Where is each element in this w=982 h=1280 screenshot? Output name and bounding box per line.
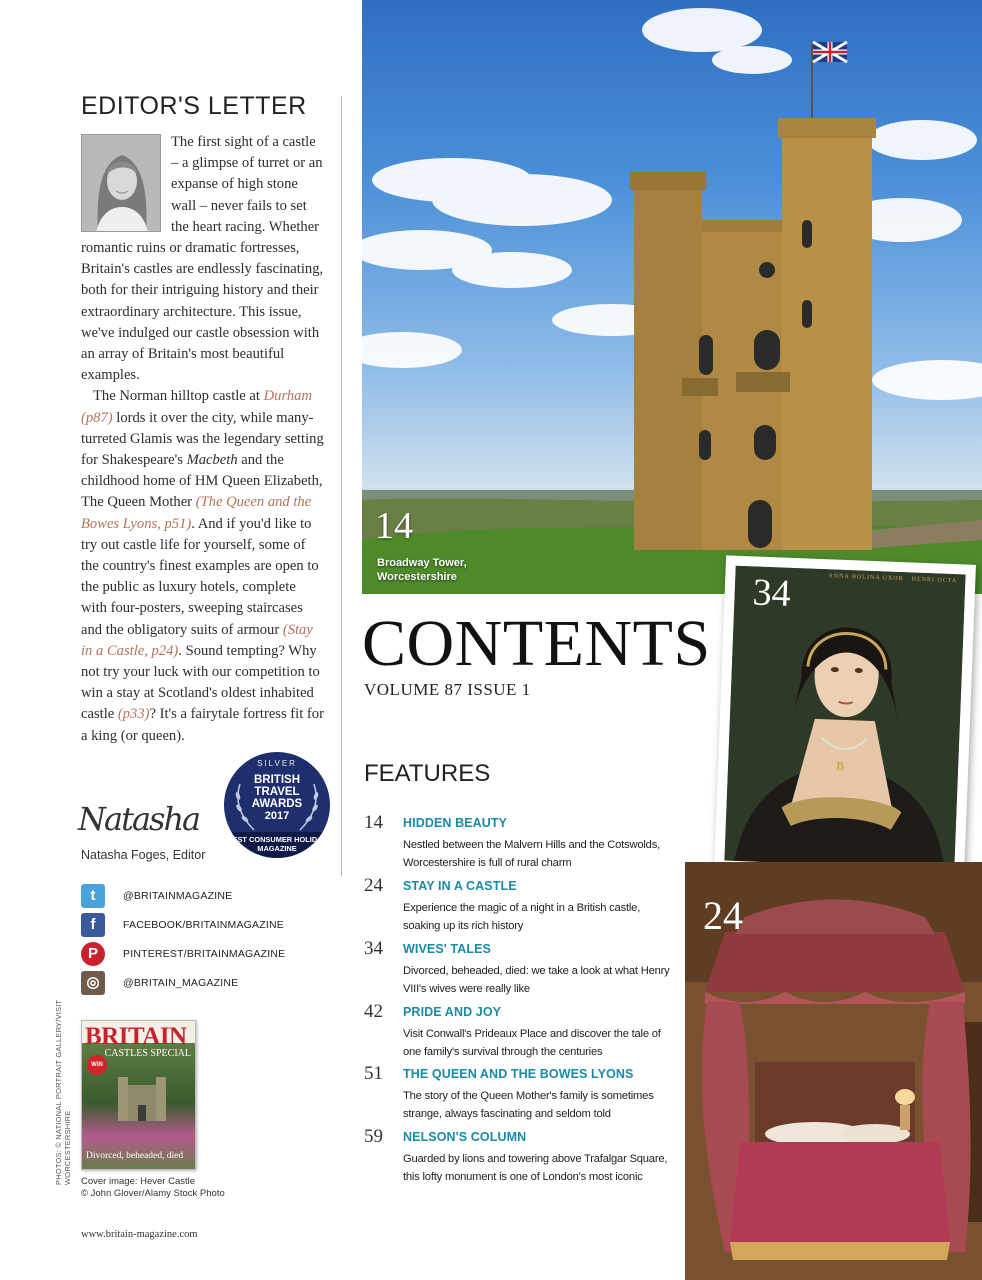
editors-letter-body <box>81 132 324 747</box>
editor-signature: Natasha <box>78 800 200 838</box>
feature-description: Nestled between the Malvern Hills and the Cotswolds, Worcestershire is full of rural charm <box>403 839 660 869</box>
svg-text:B: B <box>835 758 845 773</box>
feature-title: NELSON'S COLUMN <box>403 1130 527 1144</box>
cover-tagline: Divorced, beheaded, died <box>86 1151 184 1161</box>
social-handle: PINTEREST/BRITAINMAGAZINE <box>123 948 286 960</box>
cover-win-badge: WIN <box>87 1055 107 1075</box>
contents-title: CONTENTS <box>362 607 711 680</box>
social-twitter[interactable] <box>81 884 341 908</box>
feature-description: Visit Conwall's Prideaux Place and discover the tale of one family's survival through the centuries <box>403 1028 661 1058</box>
column-divider <box>341 96 342 876</box>
social-handle: @BRITAINMAGAZINE <box>123 890 233 902</box>
cover-logo: BRITAIN <box>85 1023 187 1050</box>
facebook-icon: f <box>81 913 105 937</box>
magazine-cover-thumbnail[interactable] <box>81 1020 196 1170</box>
feature-page-number: 42 <box>364 1001 383 1022</box>
social-handle: @BRITAIN_MAGAZINE <box>123 977 239 989</box>
award-line-2: TRAVEL <box>254 786 300 798</box>
award-level: SILVER <box>257 759 297 768</box>
twitter-icon: t <box>81 884 105 908</box>
page-reference-link[interactable]: (Stay in a Castle, p24) <box>81 621 313 659</box>
page-reference-link[interactable]: (The Queen and the Bowes Lyons, p51) <box>81 494 312 532</box>
cover-castle-image <box>112 1065 172 1125</box>
award-year: 2017 <box>264 810 290 822</box>
portrait-page-number: 34 <box>751 571 792 615</box>
cover-caption: Cover image: Hever Castle © John Glover/Alamy Stock Photo <box>81 1176 225 1199</box>
feature-title: HIDDEN BEAUTY <box>403 816 508 830</box>
instagram-icon: ◎ <box>81 971 105 995</box>
volume-issue: VOLUME 87 ISSUE 1 <box>364 680 531 699</box>
portrait-legend: ANNA BOLINA UXOR · HENRI OCTA <box>828 573 958 585</box>
feature-page-number: 24 <box>364 875 383 896</box>
editors-letter-paragraph-1: The first sight of a castle – a glimpse of turret or an expanse of high stone wall – never fails to set the heart racing. Whether romantic ruins or dramatic fortresses, Britain's castles are endlessly fascinating, both for their intriguing history and their extraordinary architecture. This issue, we've indulged our castle obsession with an array of Britain's most beautiful examples. <box>81 134 324 384</box>
editors-letter-heading: EDITOR'S LETTER <box>81 92 307 120</box>
portrait-anne-boleyn <box>714 555 976 879</box>
feature-description: Experience the magic of a night in a British castle, soaking up its rich history <box>403 902 641 932</box>
feature-title: PRIDE AND JOY <box>403 1005 502 1019</box>
cover-special: CASTLES SPECIAL <box>104 1048 191 1059</box>
hero-image-broadway-tower <box>362 0 982 594</box>
social-facebook[interactable] <box>81 913 341 937</box>
social-instagram[interactable] <box>81 971 341 995</box>
feature-page-number: 14 <box>364 812 383 833</box>
social-handle: FACEBOOK/BRITAINMAGAZINE <box>123 919 284 931</box>
page-reference-link[interactable]: Durham (p87) <box>81 388 313 426</box>
feature-page-number: 51 <box>364 1063 383 1084</box>
hero-page-number: 14 <box>375 505 413 547</box>
website-url[interactable]: www.britain-magazine.com <box>81 1229 198 1240</box>
feature-title: STAY IN A CASTLE <box>403 879 517 893</box>
award-line-1: BRITISH <box>254 774 300 786</box>
feature-page-number: 59 <box>364 1126 383 1147</box>
award-line-3: AWARDS <box>251 798 303 810</box>
hero-caption: Broadway Tower, Worcestershire <box>377 557 467 583</box>
feature-title: WIVES' TALES <box>403 942 491 956</box>
social-pinterest[interactable] <box>81 942 341 966</box>
feature-title: THE QUEEN AND THE BOWES LYONS <box>403 1067 634 1081</box>
page-reference-link[interactable]: (p33) <box>117 706 150 723</box>
feature-page-number: 34 <box>364 938 383 959</box>
pinterest-icon: P <box>81 942 105 966</box>
bedroom-page-number: 24 <box>703 893 743 938</box>
british-travel-awards-badge <box>224 752 330 858</box>
feature-description: The story of the Queen Mother's family is sometimes strange, always fascinating and seldom told <box>403 1090 654 1120</box>
feature-description: Guarded by lions and towering above Trafalgar Square, this lofty monument is one of London's most iconic <box>403 1153 668 1183</box>
editors-letter-paragraph-2: The Norman hilltop castle at Durham (p87) lords it over the city, while many-turreted Glamis was the legendary setting for Shakespeare's Macbeth and the childhood home of HM Queen Elizabeth, The Queen Mother (The Queen and the Bowes Lyons, p51). And if you'd like to try out castle life for yourself, some of the country's finest examples are open to the public as luxury hotels, complete with four-posters, sweeping staircases and the obligatory suits of armour (Stay in a Castle, p24). Sound tempting? Why not try your luck with our competition to win a stay at Scotland's oldest inhabited castle (p33)? It's a fairytale fortress fit for a king (or queen). <box>81 388 324 744</box>
bedroom-four-poster-image <box>681 862 982 1280</box>
feature-description: Divorced, beheaded, died: we take a look at what Henry VIII's wives were really like <box>403 965 670 995</box>
editor-name: Natasha Foges, Editor <box>81 848 206 862</box>
award-category: BEST CONSUMER HOLIDAY MAGAZINE <box>224 832 330 858</box>
photo-credit: PHOTOS: © NATIONAL PORTRAIT GALLERY/VISIT WORCESTERSHIRE <box>54 999 72 1185</box>
features-heading: FEATURES <box>364 760 491 787</box>
